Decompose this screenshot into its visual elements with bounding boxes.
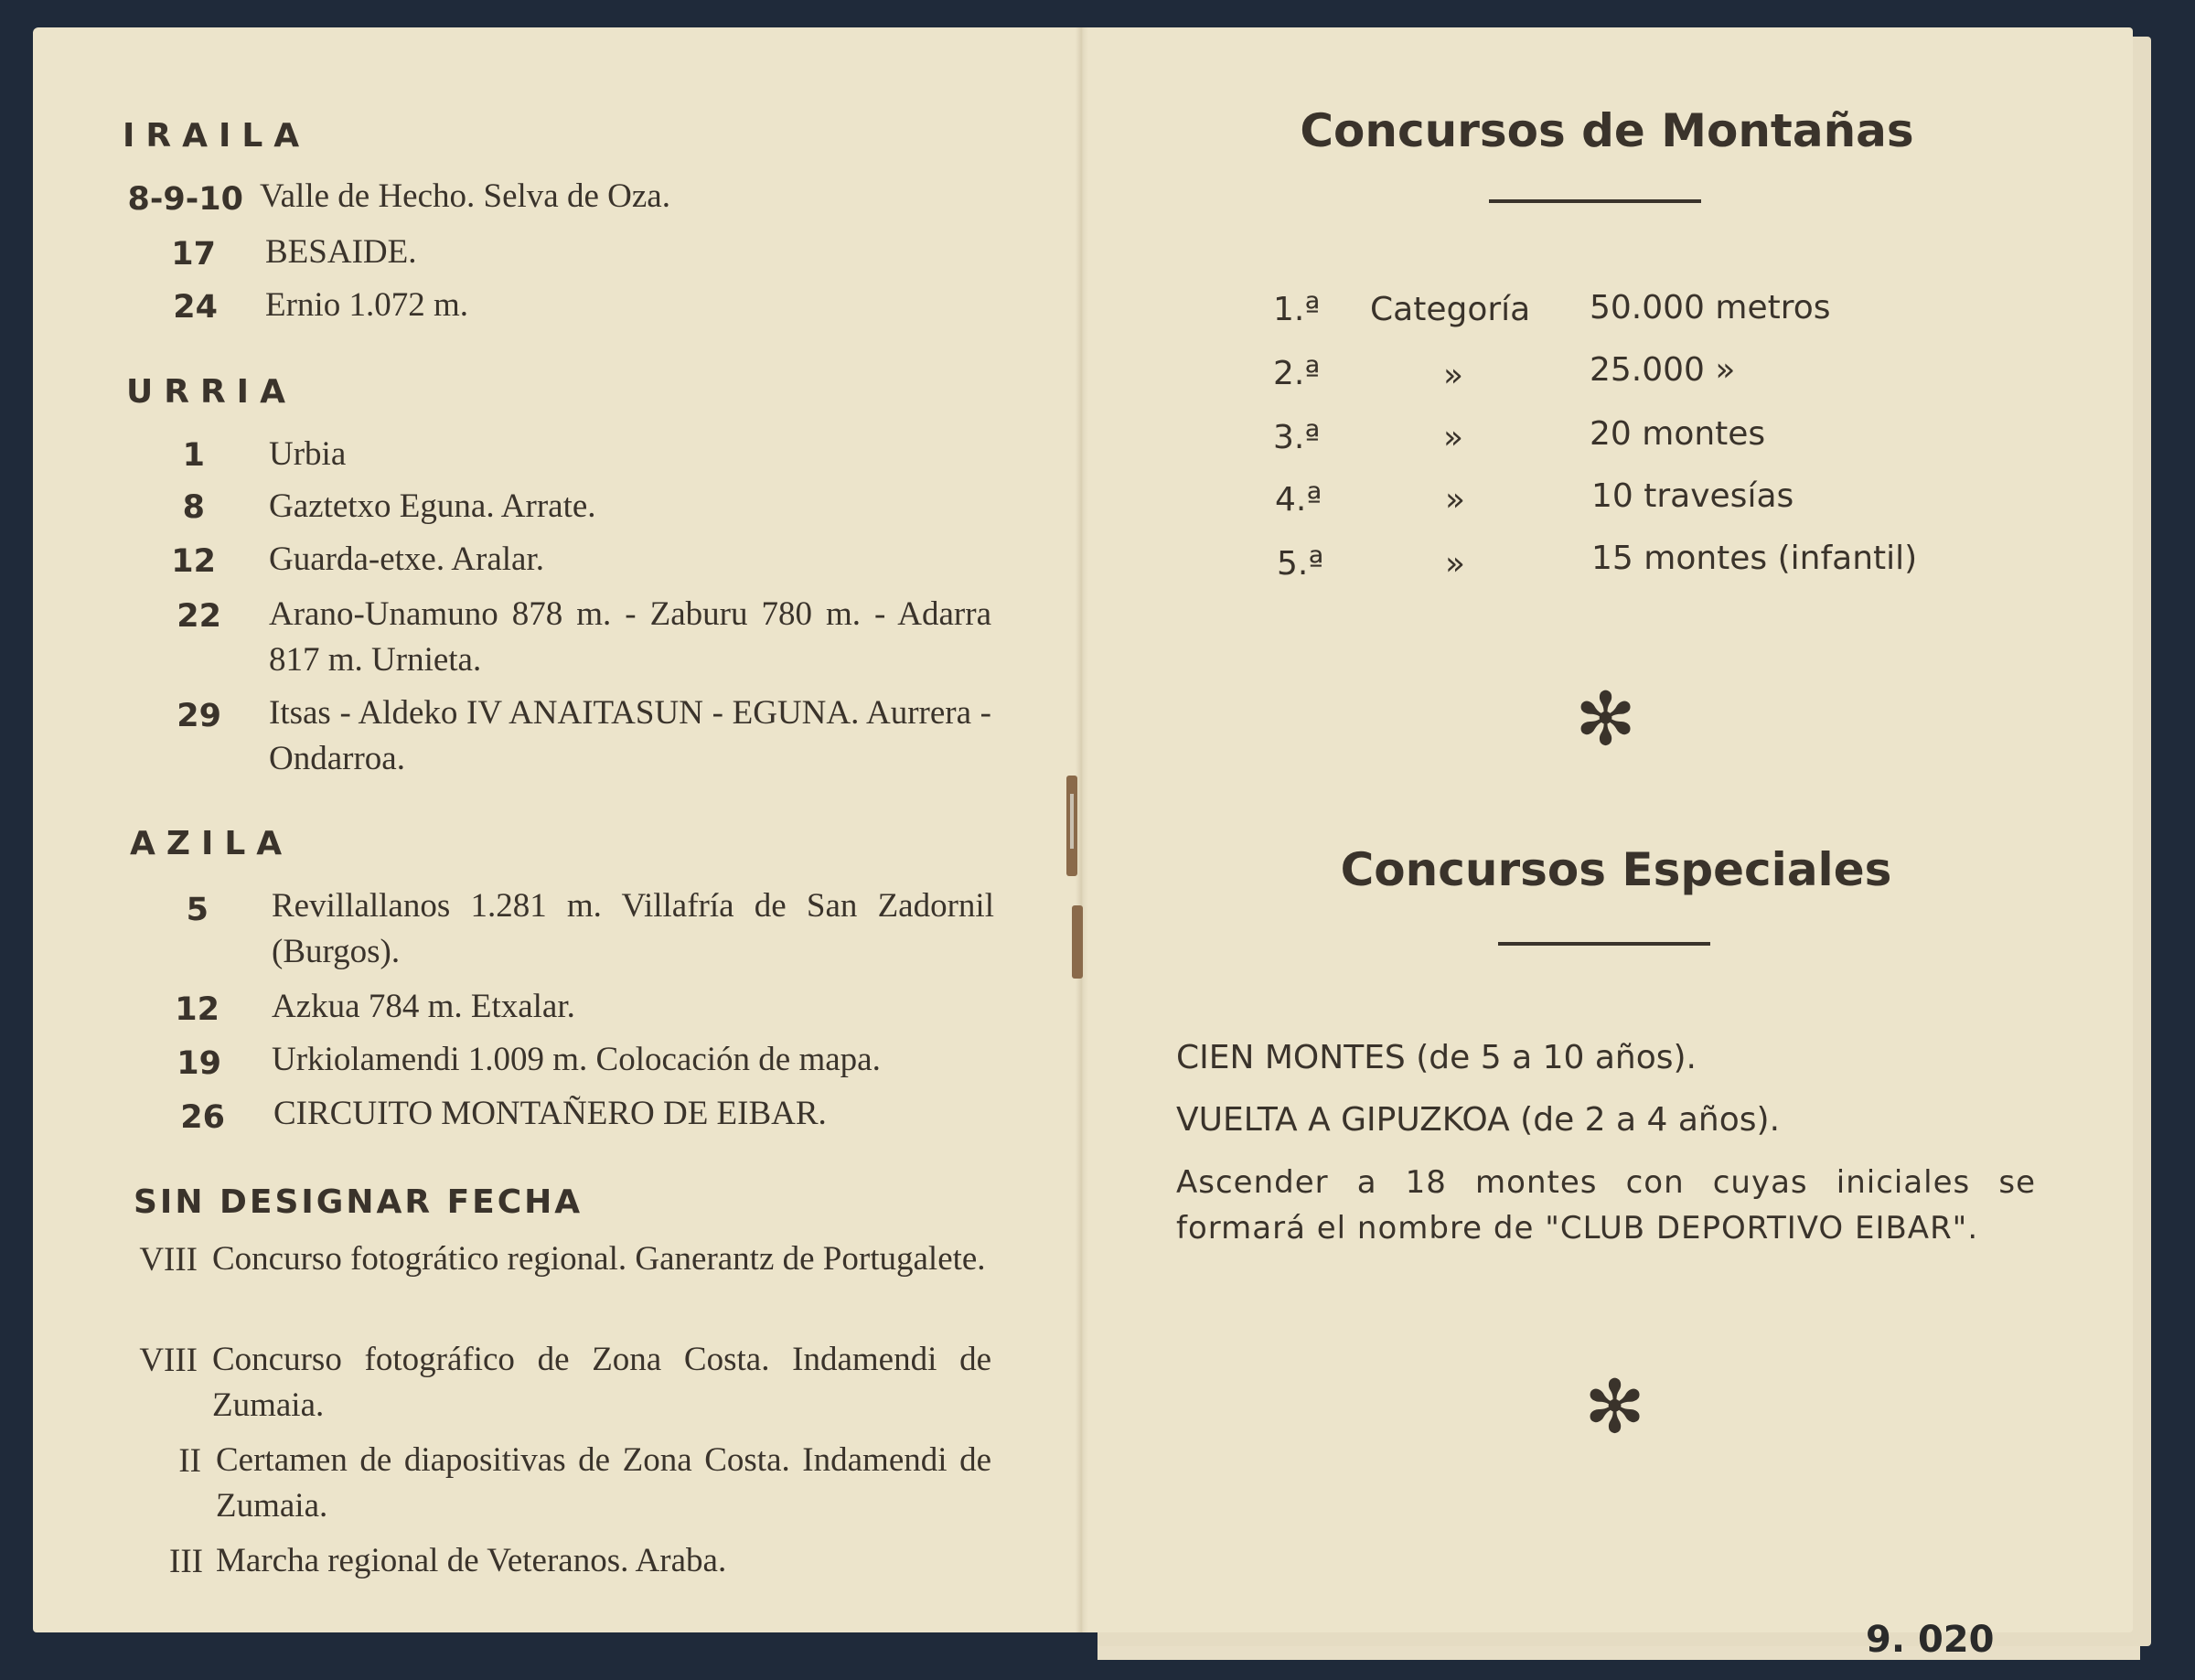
entry-day: 17 [171, 236, 216, 273]
roman-numeral: II [178, 1442, 201, 1480]
undated-entry [212, 1337, 991, 1429]
entry-text: Gaztetxo Eguna. Arrate. [269, 487, 596, 525]
entry-text: Itsas - Aldeko IV ANAITASUN - EGUNA. Aurrera - Ondarroa. [269, 694, 991, 777]
undated-entry [216, 1538, 991, 1584]
entry-day: 29 [177, 698, 221, 734]
entry-text: Urkiolamendi 1.009 m. Colocación de mapa. [272, 1041, 881, 1078]
category-rank: 5.ª [1277, 545, 1324, 583]
title-underline [1498, 942, 1710, 946]
undated-entry-text: Marcha regional de Veteranos. Araba. [216, 1542, 727, 1579]
undated-entry [216, 1438, 991, 1529]
entry-day: 24 [173, 289, 218, 326]
entry-text: Arano-Unamuno 878 m. - Zaburu 780 m. - Adarra 817 m. Urnieta. [269, 595, 991, 679]
category-label: » [1445, 545, 1466, 583]
page-fold [1076, 27, 1088, 1632]
category-rank: 4.ª [1275, 481, 1322, 519]
special-line: VUELTA A GIPUZKOA (de 2 a 4 años). [1176, 1101, 1781, 1139]
staple-bottom [1072, 905, 1083, 979]
month-heading: URRIA [126, 373, 296, 411]
archive-number: 9. 020 [1866, 1619, 1995, 1661]
undated-entry-text: Concurso fotogrático regional. Ganerantz de Portugalete. [212, 1240, 986, 1278]
title-underline [1489, 199, 1701, 203]
special-title: Concursos Especiales [1340, 843, 1892, 896]
category-label: » [1443, 357, 1464, 394]
undated-entry [212, 1236, 991, 1282]
asterisk-ornament: ✻ [1584, 1364, 1646, 1450]
category-value: 50.000 metros [1590, 289, 1831, 326]
entry-text: Ernio 1.072 m. [265, 286, 468, 324]
entry-text: Valle de Hecho. Selva de Oza. [260, 177, 670, 215]
category-value: 10 travesías [1591, 477, 1794, 515]
entry-day: 22 [177, 598, 221, 635]
undated-entry-text: Concurso fotográfico de Zona Costa. Indamendi de Zumaia. [212, 1341, 991, 1424]
entry-text: Revillallanos 1.281 m. Villafría de San Zadornil (Burgos). [272, 887, 994, 970]
entry-day: 1 [182, 437, 205, 474]
undated-heading: SIN DESIGNAR FECHA [134, 1183, 584, 1221]
entry-day: 26 [180, 1099, 225, 1136]
category-rank: 3.ª [1273, 419, 1321, 456]
category-value: 20 montes [1590, 415, 1766, 453]
entry-text: Guarda-etxe. Aralar. [269, 540, 544, 578]
category-value: 25.000 » [1590, 351, 1736, 389]
category-rank: 2.ª [1273, 355, 1321, 392]
roman-numeral: VIII [139, 1241, 198, 1279]
category-rank: 1.ª [1273, 291, 1321, 328]
category-label: » [1443, 419, 1464, 456]
entry-text: Urbia [269, 435, 347, 473]
staple-top [1066, 776, 1077, 876]
roman-numeral: VIII [139, 1342, 198, 1379]
entry-text: Azkua 784 m. Etxalar. [272, 988, 575, 1025]
entry-day: 12 [175, 991, 220, 1028]
entry-text: CIRCUITO MONTAÑERO DE EIBAR. [273, 1095, 827, 1132]
undated-entry-text: Certamen de diapositivas de Zona Costa. Indamendi de Zumaia. [216, 1441, 991, 1525]
entry-text: BESAIDE. [265, 233, 417, 271]
asterisk-ornament: ✻ [1575, 677, 1637, 762]
roman-numeral: III [169, 1543, 203, 1580]
special-paragraph: Ascender a 18 montes con cuyas iniciales se formará el nombre de "CLUB DEPORTIVO EIBAR". [1176, 1164, 2036, 1247]
entry-day: 12 [171, 543, 216, 580]
entry-day: 8 [182, 489, 205, 526]
special-line: CIEN MONTES (de 5 a 10 años). [1176, 1039, 1697, 1076]
category-value: 15 montes (infantil) [1591, 540, 1918, 577]
category-label: » [1445, 481, 1466, 519]
entry-day: 5 [186, 892, 209, 928]
entry-day: 8-9-10 [127, 181, 243, 218]
month-heading: AZILA [130, 825, 294, 862]
month-heading: IRAILA [123, 117, 311, 155]
mountains-title: Concursos de Montañas [1300, 104, 1914, 157]
entry-day: 19 [177, 1045, 221, 1082]
category-label: Categoría [1370, 291, 1531, 328]
